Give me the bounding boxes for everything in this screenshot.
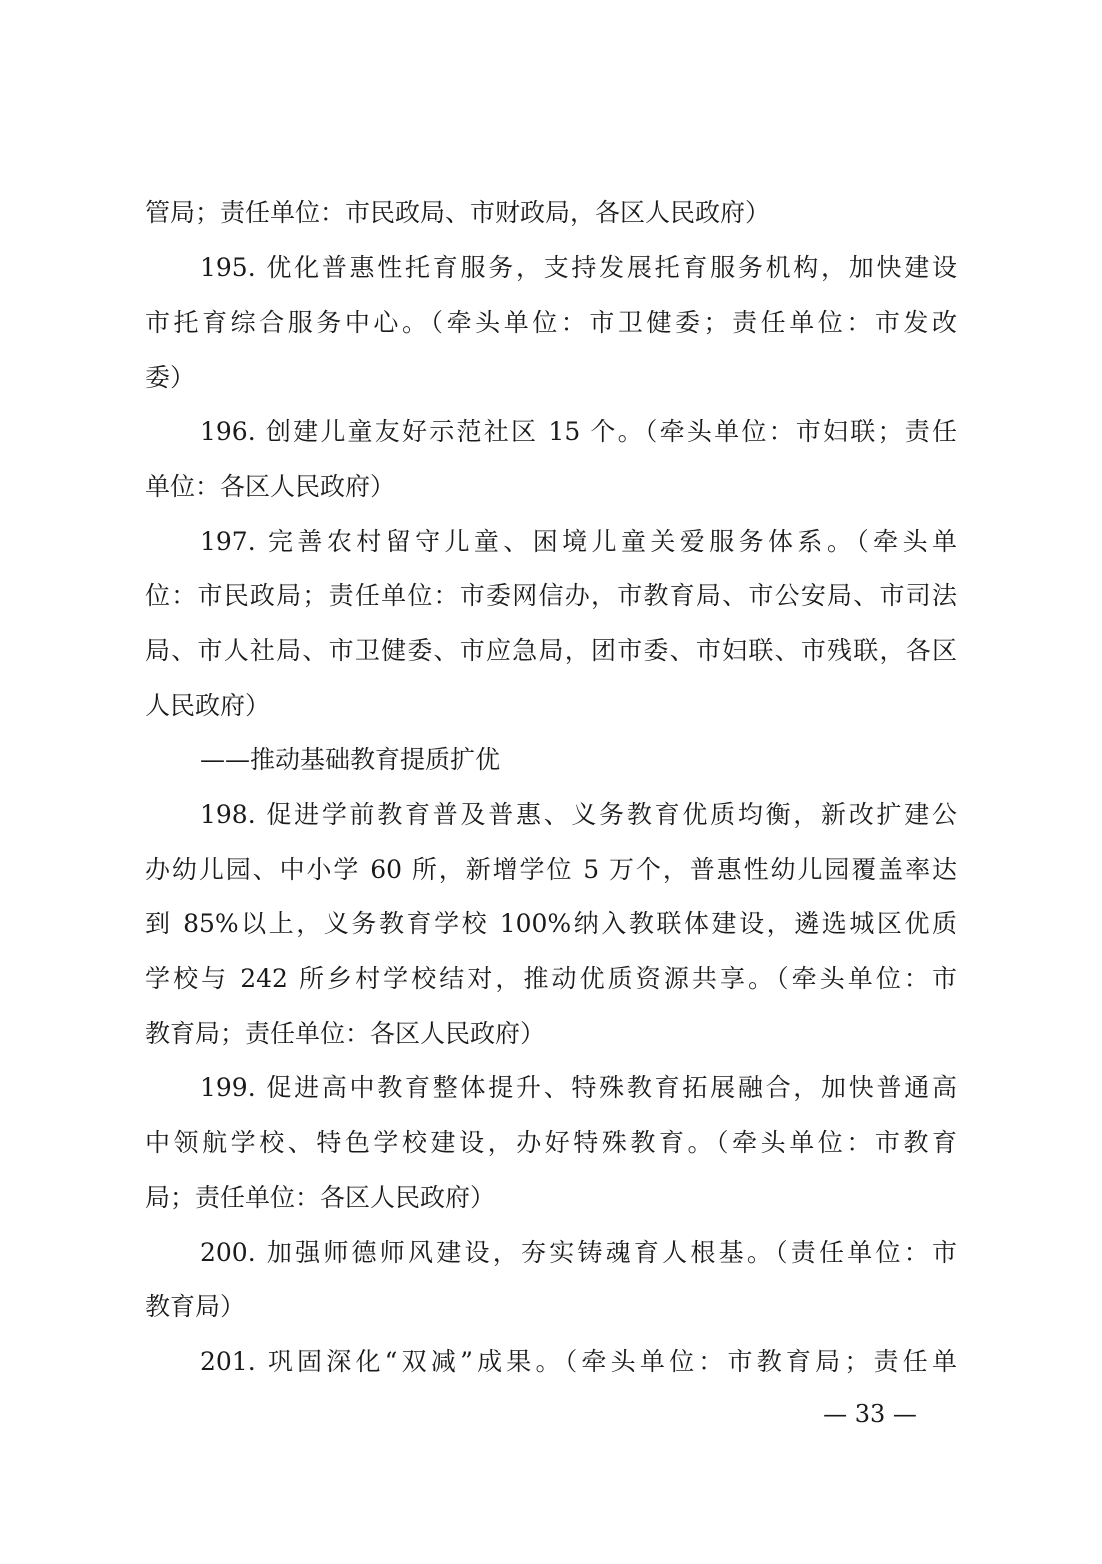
- text-line: 教育局）: [145, 1292, 246, 1321]
- text-line: 人民政府）: [145, 691, 271, 720]
- text-line: 办幼儿园、中小学 60 所，新增学位 5 万个，普惠性幼儿园覆盖率达: [145, 855, 957, 884]
- text-line: 195. 优化普惠性托育服务，支持发展托育服务机构，加快建设: [200, 253, 957, 282]
- text-line: 197. 完善农村留守儿童、困境儿童关爱服务体系。（牵头单: [200, 527, 957, 556]
- text-line: 198. 促进学前教育普及普惠、义务教育优质均衡，新改扩建公: [200, 800, 957, 829]
- text-line: 199. 促进高中教育整体提升、特殊教育拓展融合，加快普通高: [200, 1073, 957, 1102]
- text-line: 教育局；责任单位：各区人民政府）: [145, 1019, 546, 1048]
- text-line: 学校与 242 所乡村学校结对，推动优质资源共享。（牵头单位：市: [145, 964, 957, 993]
- section-heading: ——推动基础教育提质扩优: [200, 745, 501, 774]
- page-number: — 33 —: [823, 1400, 917, 1428]
- text-line: 中领航学校、特色学校建设，办好特殊教育。（牵头单位：市教育: [145, 1128, 957, 1157]
- text-line: 200. 加强师德师风建设，夯实铸魂育人根基。（责任单位：市: [200, 1238, 957, 1267]
- text-line: 市托育综合服务中心。（牵头单位：市卫健委；责任单位：市发改: [145, 308, 957, 337]
- text-line: 管局；责任单位：市民政局、市财政局，各区人民政府）: [145, 198, 771, 227]
- text-line: 委）: [145, 363, 196, 392]
- text-line: 196. 创建儿童友好示范社区 15 个。（牵头单位：市妇联；责任: [200, 417, 957, 446]
- text-line: 201. 巩固深化“双减”成果。（牵头单位：市教育局；责任单: [200, 1347, 957, 1376]
- text-line: 到 85%以上，义务教育学校 100%纳入教联体建设，遴选城区优质: [145, 909, 957, 938]
- text-line: 位：市民政局；责任单位：市委网信办，市教育局、市公安局、市司法: [145, 581, 957, 610]
- text-line: 单位：各区人民政府）: [145, 472, 396, 501]
- text-line: 局；责任单位：各区人民政府）: [145, 1183, 496, 1212]
- text-line: 局、市人社局、市卫健委、市应急局，团市委、市妇联、市残联，各区: [145, 636, 957, 665]
